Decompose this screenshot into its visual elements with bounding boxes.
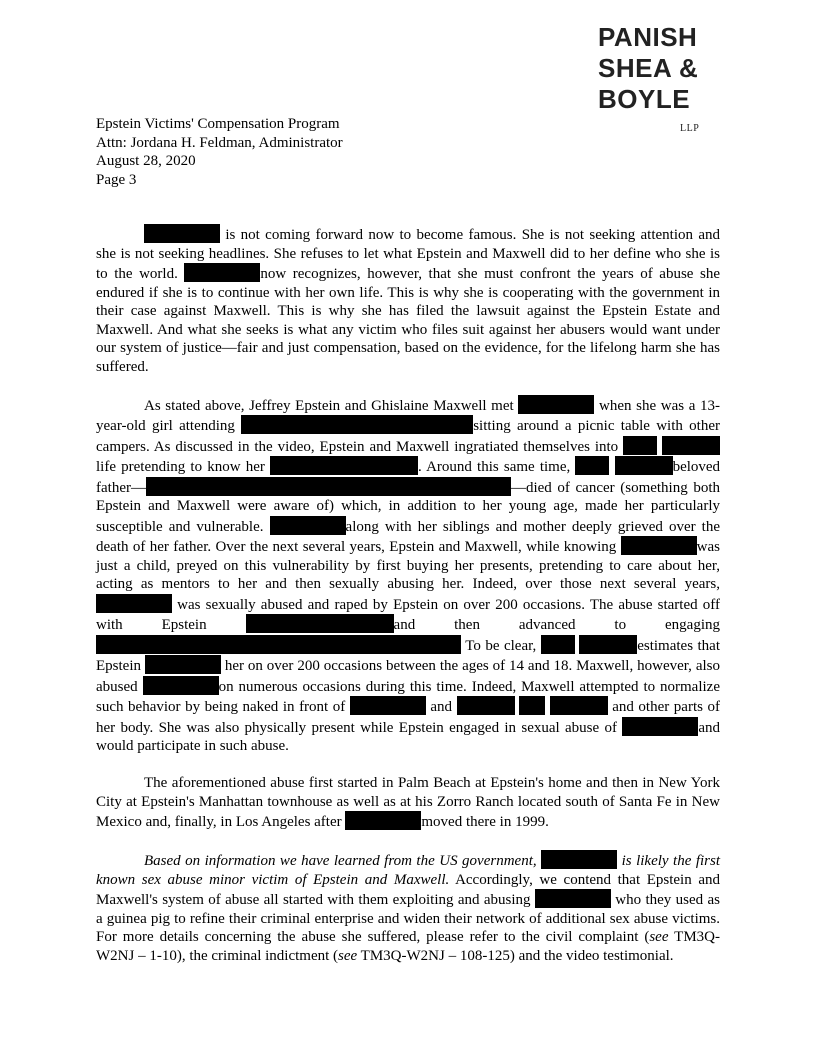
redaction <box>550 696 608 715</box>
text-segment: now recognizes, however, that she must confront the years of abuse she endured if she is to continue with her own life. This is why she is cooperating with the government in their case against Maxwell. This is why she has filed the lawsuit against the Epstein Estate and Maxwell. And what she seeks is what any victim who files suit against her abusers would want under our system of justice—fair and just compensation, based on the evidence, for the lifelong harm she has suffered. <box>96 266 720 375</box>
recipient: Epstein Victims' Compensation Program <box>96 116 340 132</box>
redaction <box>146 477 511 496</box>
redaction <box>270 516 346 535</box>
text-segment: who they used as a guinea pig to refine their criminal enterprise and widen their network of additional sex abuse victims. For more details concerning the abuse she suffered, please refer to the civil complaint ( <box>96 892 720 945</box>
firm-logo-suffix: LLP <box>680 123 700 134</box>
paragraph-4 <box>96 850 720 965</box>
paragraph-1 <box>96 224 720 376</box>
text-segment: As stated above, Jeffrey Epstein and Ghislaine Maxwell met <box>144 397 514 414</box>
redaction <box>145 655 221 674</box>
attention-line: Attn: Jordana H. Feldman, Administrator <box>96 134 343 151</box>
letter-date: August 28, 2020 <box>96 153 196 169</box>
text-segment: TM3Q-W2NJ – 1-10), the criminal indictment ( <box>96 929 720 964</box>
text-segment: on numerous occasions during this time. Indeed, Maxwell attempted to normalize such behavior by being naked in front of <box>96 678 720 715</box>
redaction <box>96 594 172 613</box>
text-segment: is likely the first known sex abuse minor victim of Epstein and Maxwell. <box>96 853 721 888</box>
text-segment: and would participate in such abuse. <box>96 719 720 754</box>
redaction <box>623 436 657 455</box>
text-segment: see <box>338 947 358 964</box>
redaction <box>621 536 697 555</box>
text-segment: Based on information we have learned from the US government, <box>144 853 537 869</box>
redaction <box>270 456 418 475</box>
paragraph-3 <box>96 774 720 832</box>
letter-body <box>96 224 720 965</box>
redaction <box>350 696 426 715</box>
redaction <box>535 889 611 908</box>
text-segment: sitting around a picnic table with other campers. As discussed in the video, Epstein and Maxwell ingratiated themselves into <box>96 418 721 455</box>
redaction <box>184 263 260 282</box>
redaction <box>541 850 617 869</box>
firm-logo <box>598 22 718 134</box>
text-segment: moved there in 1999. <box>421 814 549 830</box>
text-segment: —died of cancer (something both Epstein and Maxwell were aware of) which, in addition to her young age, made her particularly susceptible and vulnerable. <box>96 479 720 535</box>
text-segment: is not coming forward now to become famous. She is not seeking attention and she is not seeking headlines. She refuses to let what Epstein and Maxwell did to her define who she is to the world. <box>96 227 721 282</box>
redaction <box>457 696 515 715</box>
text-segment: TM3Q-W2NJ – 108-125) and the video testimonial. <box>360 947 674 964</box>
redaction <box>519 696 545 715</box>
text-segment: was just a child, preyed on this vulnerability by first buying her presents, pretending to care about her, acting as mentors to her and then sexually abusing her. Indeed, over those next several years, <box>96 539 720 592</box>
redaction <box>345 811 421 830</box>
redaction <box>96 635 461 654</box>
letter-header <box>96 115 343 189</box>
text-segment: life pretending to know her <box>96 459 265 475</box>
redaction <box>246 614 394 633</box>
text-segment: The aforementioned abuse first started in Palm Beach at Epstein's home and then in New York City at Epstein's Manhattan townhouse as well as at his Zorro Ranch located south of Santa Fe in New Mexico and, finally, in Los Angeles after <box>96 775 720 830</box>
redaction <box>143 676 219 695</box>
text-segment: beloved father— <box>96 459 721 496</box>
redaction <box>579 635 637 654</box>
text-segment: her on over 200 occasions between the ages of 14 and 18. Maxwell, however, also abused <box>96 658 720 695</box>
text-segment: and then advanced to engaging <box>393 617 721 633</box>
text-segment: estimates that Epstein <box>96 637 721 674</box>
redaction <box>662 436 720 455</box>
redaction <box>518 395 594 414</box>
text-segment: was sexually abused and raped by Epstein on over 200 occasions. The abuse started off with Epstein <box>96 596 720 633</box>
redaction <box>575 456 609 475</box>
firm-logo-line3: BOYLE <box>598 84 691 114</box>
redaction <box>541 635 575 654</box>
redaction <box>622 717 698 736</box>
text-segment: along with her siblings and mother deeply grieved over the death of her father. Over the next several years, Epstein and Maxwell, while knowing <box>96 518 720 555</box>
text-segment: see <box>649 929 669 945</box>
text-segment: and <box>430 699 453 715</box>
firm-logo-line1: PANISH <box>598 22 698 52</box>
page-number: Page 3 <box>96 171 137 188</box>
text-segment: . Around this same time, <box>418 459 571 475</box>
paragraph-2 <box>96 395 720 756</box>
redaction <box>615 456 673 475</box>
redaction <box>241 415 473 434</box>
text-segment: and other parts of her body. She was also physically present while Epstein engaged in sexual abuse of <box>96 699 720 736</box>
firm-logo-line2: SHEA & <box>598 53 699 83</box>
text-segment: Accordingly, we contend that Epstein and Maxwell's system of abuse all started with them exploiting and abusing <box>96 871 720 908</box>
redaction <box>144 224 220 243</box>
text-segment: To be clear, <box>465 637 537 654</box>
text-segment: when she was a 13-year-old girl attending <box>96 397 721 434</box>
